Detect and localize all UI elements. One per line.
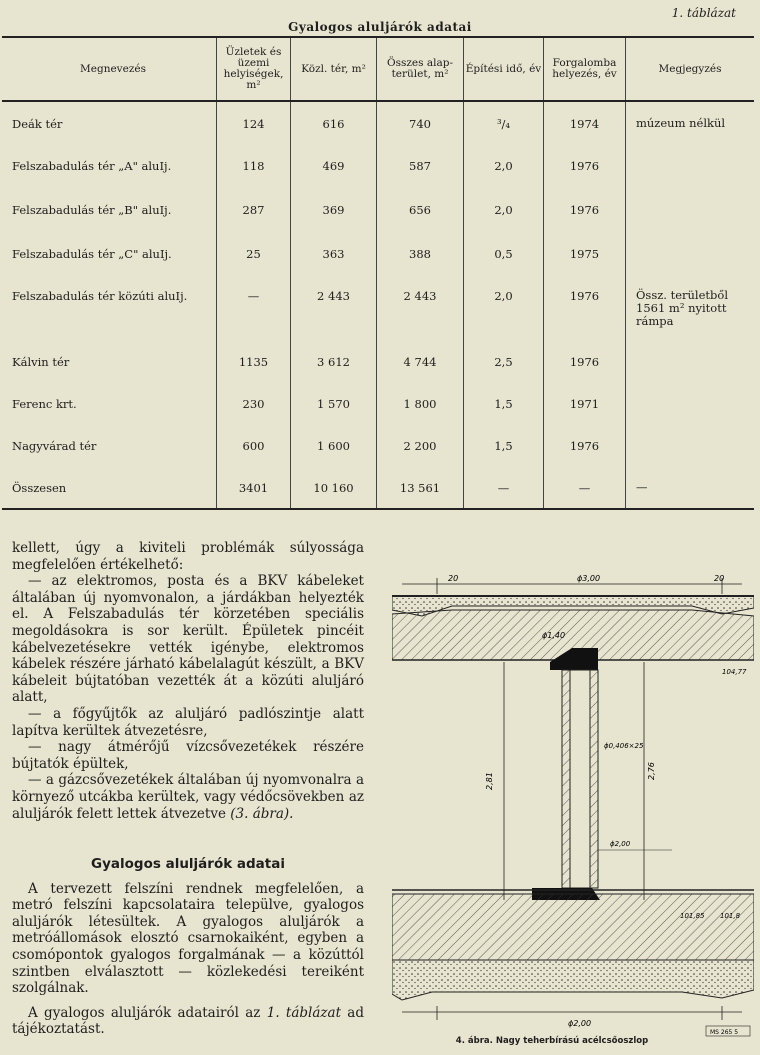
table-total-row xyxy=(2,466,754,509)
header-traffic: Közl. tér, m² xyxy=(291,37,377,101)
paragraph xyxy=(12,1005,364,1038)
drawing-stamp: MS 265 5 xyxy=(710,1029,739,1036)
cell-shops: — xyxy=(217,274,291,340)
dimension-label: ϕ1,40 xyxy=(542,631,566,640)
cell-shops: 1135 xyxy=(217,340,291,382)
cell-name: Felszabadulás tér közúti aluIj. xyxy=(12,289,188,303)
cell-note xyxy=(626,144,755,188)
cell-traffic: 10 160 xyxy=(291,466,377,509)
figure-caption: 4. ábra. Nagy teherbírású acélcsőoszlop xyxy=(455,1036,649,1046)
cell-traffic: 1 570 xyxy=(291,382,377,424)
cell-opened: 1975 xyxy=(544,232,626,274)
steel-tube xyxy=(570,670,590,888)
cell-shops: 124 xyxy=(217,101,291,144)
body-text-column xyxy=(12,540,364,1038)
cell-total: 587 xyxy=(377,144,464,188)
cell-opened: 1976 xyxy=(544,424,626,466)
cell-traffic: 363 xyxy=(291,232,377,274)
cell-total: 656 xyxy=(377,188,464,232)
table-reference: 1. táblázat xyxy=(266,1004,341,1021)
cell-build: 2,5 xyxy=(464,340,544,382)
dimension-label: 2,81 xyxy=(485,772,494,790)
cell-build: 1,5 xyxy=(464,424,544,466)
cell-name: Összesen xyxy=(12,481,67,495)
cell-traffic: 3 612 xyxy=(291,340,377,382)
header-note: Megjegyzés xyxy=(626,37,755,101)
subgrade-layer xyxy=(392,960,754,1000)
table-row xyxy=(2,232,754,274)
dimension-label: 20 xyxy=(714,574,725,583)
cell-opened: 1976 xyxy=(544,144,626,188)
cell-build: ³/₄ xyxy=(464,101,544,144)
table-row xyxy=(2,340,754,382)
cell-name: Ferenc krt. xyxy=(12,397,77,411)
cell-shops: 3401 xyxy=(217,466,291,509)
pipe-size-label: ϕ0,406×25 xyxy=(604,742,644,750)
cell-name: Felszabadulás tér „A" aluIj. xyxy=(12,159,172,173)
cell-total: 2 443 xyxy=(377,274,464,340)
figure-reference: (3. ábra). xyxy=(230,805,294,822)
cell-build: — xyxy=(464,466,544,509)
table-number: 1. táblázat xyxy=(671,6,736,20)
paragraph xyxy=(12,772,364,822)
cell-opened: 1976 xyxy=(544,188,626,232)
header-shops: Üzletek és üzemi helyiségek, m² xyxy=(217,37,291,101)
dimension-label: ϕ2,00 xyxy=(568,1019,592,1028)
cell-note xyxy=(626,382,755,424)
table-row xyxy=(2,424,754,466)
cell-total: 1 800 xyxy=(377,382,464,424)
cell-build: 1,5 xyxy=(464,382,544,424)
cell-total: 388 xyxy=(377,232,464,274)
cell-shops: 25 xyxy=(217,232,291,274)
cell-opened: 1974 xyxy=(544,101,626,144)
cell-shops: 287 xyxy=(217,188,291,232)
cell-note: Össz. területből 1561 m² nyitott rámpa xyxy=(626,274,755,340)
cell-build: 2,0 xyxy=(464,188,544,232)
cell-name: Felszabadulás tér „C" aluIj. xyxy=(12,247,172,261)
dimension-label: 2,76 xyxy=(647,762,656,780)
level-label: 101,8 xyxy=(720,912,741,920)
cell-name: Nagyvárad tér xyxy=(12,439,97,453)
paragraph: — a főgyűjtők az aluljáró padlószintje alatt lapítva kerültek átvezetésre, xyxy=(12,705,364,739)
cell-name: Kálvin tér xyxy=(12,355,70,369)
header-opened: Forgalomba helyezés, év xyxy=(544,37,626,101)
paragraph: A tervezett felszíni rendnek megfelelően, a metró felszíni kapcsolataira települve, gyalogos aluljárók létesültek. A gyalogos aluljárók a metróállomások elosztó csarnokaiként, egyben a csomópontok gyalogos forgalmának — a közúttól szintben elválasztott — közlekedési tereiként szolgálnak. xyxy=(12,880,364,997)
table-row xyxy=(2,274,754,340)
cell-shops: 230 xyxy=(217,382,291,424)
paragraph: kellett, úgy a kiviteli problémák súlyossága megfelelően értékelhető: xyxy=(12,540,364,573)
cell-note xyxy=(626,188,755,232)
cell-note: múzeum nélkül xyxy=(626,101,755,144)
cell-total: 740 xyxy=(377,101,464,144)
header-total-area: Összes alap-terület, m² xyxy=(377,37,464,101)
cell-build: 0,5 xyxy=(464,232,544,274)
cell-note xyxy=(626,232,755,274)
cell-note xyxy=(626,340,755,382)
level-label: 104,77 xyxy=(722,668,747,676)
cell-total: 2 200 xyxy=(377,424,464,466)
table-header-row xyxy=(2,37,754,101)
cell-traffic: 1 600 xyxy=(291,424,377,466)
cell-traffic: 369 xyxy=(291,188,377,232)
dimension-label: ϕ2,00 xyxy=(610,840,631,848)
table-row xyxy=(2,382,754,424)
dimension-label: ϕ3,00 xyxy=(577,574,601,583)
paragraph: — az elektromos, posta és a BKV kábeleket általában új nyomvonalon, a járdákban helyezték el. A Felszabadulás tér körzetében speciális megoldásokra is sor került. Épületek pincéit kábelvezetésekre vették igénybe, elektromos kábelek részére járható kábelalagút készült, a BKV kábeleit bújtatóban vezették át a közúti aluljáró alatt, xyxy=(12,573,364,706)
steel-column-drawing xyxy=(392,570,754,1040)
header-name: Megnevezés xyxy=(2,37,217,101)
cell-shops: 600 xyxy=(217,424,291,466)
cell-opened: 1976 xyxy=(544,340,626,382)
cell-name: Felszabadulás tér „B" aluIj. xyxy=(12,203,172,217)
cell-opened: 1971 xyxy=(544,382,626,424)
table-row xyxy=(2,144,754,188)
paragraph-text: A gyalogos aluljárók adatairól az xyxy=(28,1004,267,1021)
cell-build: 2,0 xyxy=(464,144,544,188)
table-row xyxy=(2,188,754,232)
cell-note xyxy=(626,424,755,466)
section-heading: Gyalogos aluljárók adatai xyxy=(91,856,285,873)
level-label: 101,85 xyxy=(680,912,705,920)
base-slab xyxy=(392,894,754,960)
cell-name: Deák tér xyxy=(12,117,63,131)
cell-total: 4 744 xyxy=(377,340,464,382)
cell-shops: 118 xyxy=(217,144,291,188)
cell-build: 2,0 xyxy=(464,274,544,340)
cross-section-svg xyxy=(392,570,754,1040)
cell-note: — xyxy=(626,466,755,509)
paragraph-text: ad tájékoztatást. xyxy=(12,1004,364,1038)
paragraph: — nagy átmérőjű vízcsővezetékek részére bújtatók épültek, xyxy=(12,739,364,772)
dimension-label: 20 xyxy=(448,574,459,583)
cell-opened: 1976 xyxy=(544,274,626,340)
paragraph-text: — a gázcsővezetékek általában új nyomvonalra a környező utcákba kerültek, vagy védőcsövekben az aluljárók felett lettek átvezetve xyxy=(12,772,364,822)
cell-opened: — xyxy=(544,466,626,509)
header-build-time: Építési idő, év xyxy=(464,37,544,101)
table-title: Gyalogos aluljárók adatai xyxy=(288,20,472,34)
underpass-data-table xyxy=(2,36,754,510)
cell-traffic: 469 xyxy=(291,144,377,188)
cell-traffic: 616 xyxy=(291,101,377,144)
cell-traffic: 2 443 xyxy=(291,274,377,340)
table-row xyxy=(2,101,754,144)
cell-total: 13 561 xyxy=(377,466,464,509)
